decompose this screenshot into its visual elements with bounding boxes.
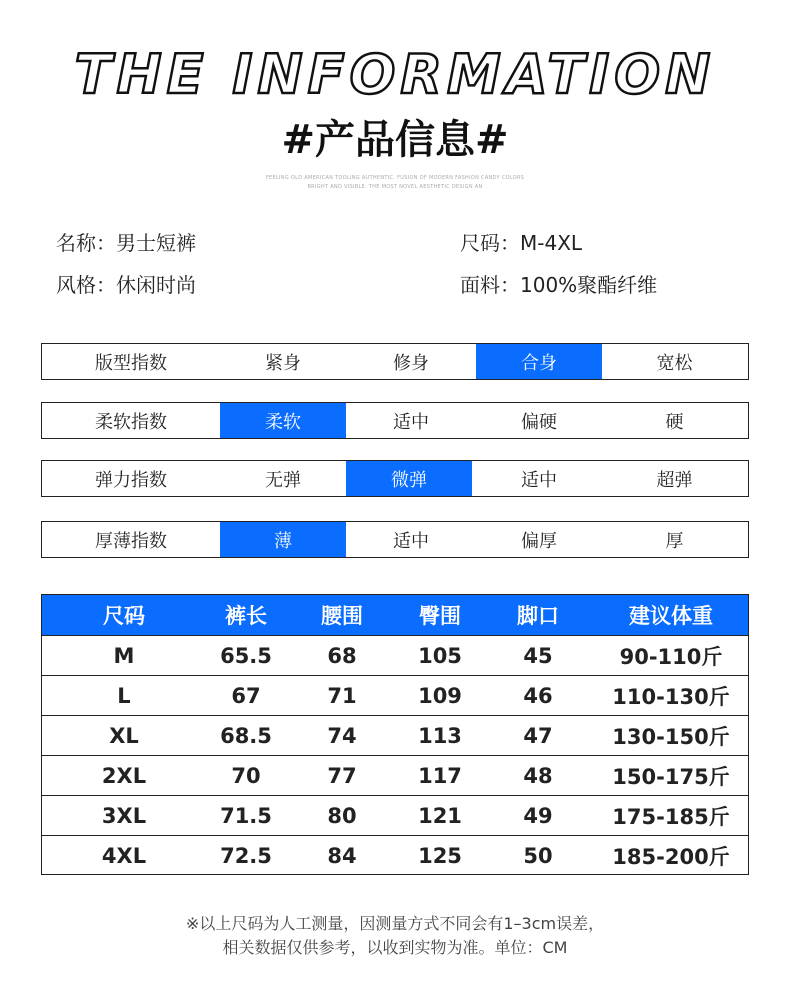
table-cell: 71.5	[220, 803, 272, 828]
rating-option-selected: 合身	[476, 344, 602, 379]
rating-elasticity	[41, 460, 749, 497]
info-size-label: 尺码：	[460, 231, 520, 255]
rating-option: 超弹	[656, 469, 693, 491]
table-cell: L	[117, 683, 131, 708]
rating-softness	[41, 402, 749, 439]
table-row	[42, 755, 748, 795]
tagline-line-1: FEELING OLD AMERICAN TOOLING AUTHENTIC. FUSION OF MODERN FASHION CANDY COLORS	[265, 175, 525, 181]
table-cell: 45	[523, 643, 553, 668]
rating-option: 紧身	[265, 352, 301, 374]
table-cell: 48	[523, 763, 553, 788]
rating-option: 硬	[665, 411, 684, 433]
info-fabric-label: 面料：	[460, 273, 520, 297]
table-cell: 110-130斤	[612, 684, 730, 709]
rating-option-selected: 薄	[220, 522, 346, 557]
tagline-line-2: BRIGHT AND VISIBLE. THE MOST NOVEL AESTHETIC DESIGN AN	[307, 184, 483, 190]
table-cell: 70	[231, 763, 261, 788]
table-cell: 84	[327, 843, 357, 868]
rating-option: 无弹	[265, 469, 301, 491]
table-cell: 68.5	[220, 723, 272, 748]
column-header: 尺码	[103, 604, 145, 628]
table-cell: 90-110斤	[619, 644, 723, 669]
table-cell: 121	[418, 803, 462, 828]
table-cell: 46	[523, 683, 553, 708]
table-cell: 175-185斤	[612, 804, 730, 829]
footnote-line-1: ※以上尺码为人工测量，因测量方式不同会有1–3cm误差，	[185, 914, 605, 933]
table-row	[42, 675, 748, 715]
info-name	[56, 229, 196, 257]
info-style	[56, 271, 196, 299]
info-style-value: 休闲时尚	[116, 273, 196, 297]
table-cell: 77	[327, 763, 357, 788]
footnote-line-2: 相关数据仅供参考，以收到实物为准。单位：CM	[222, 938, 568, 957]
column-header: 脚口	[517, 604, 559, 628]
rating-option: 宽松	[656, 352, 693, 374]
table-cell: 109	[418, 683, 462, 708]
rating-option: 修身	[393, 352, 429, 374]
table-cell: 49	[523, 803, 553, 828]
table-cell: 113	[418, 723, 462, 748]
info-name-label: 名称：	[56, 231, 116, 255]
rating-option: 适中	[393, 411, 429, 433]
rating-option: 适中	[393, 530, 429, 552]
table-cell: 185-200斤	[612, 844, 730, 869]
table-cell: 125	[418, 843, 462, 868]
size-table	[41, 594, 749, 875]
info-fabric-value: 100%聚酯纤维	[520, 273, 658, 297]
table-row	[42, 715, 748, 755]
rating-option: 偏厚	[521, 530, 557, 552]
hero-title: THE INFORMATION	[74, 43, 716, 106]
table-cell: 4XL	[101, 843, 147, 868]
table-cell: 130-150斤	[612, 724, 730, 749]
table-cell: 117	[418, 763, 462, 788]
rating-label: 厚薄指数	[95, 530, 167, 552]
table-cell: 72.5	[220, 843, 272, 868]
table-row	[42, 795, 748, 835]
column-header: 建议体重	[629, 604, 713, 628]
info-style-label: 风格：	[56, 273, 116, 297]
tagline	[0, 174, 790, 192]
table-header	[42, 595, 748, 635]
table-cell: XL	[109, 723, 139, 748]
table-cell: 65.5	[220, 643, 272, 668]
rating-label: 版型指数	[95, 352, 167, 374]
rating-label: 柔软指数	[95, 411, 167, 433]
table-cell: 47	[523, 723, 553, 748]
rating-thickness	[41, 521, 749, 558]
table-cell: M	[113, 643, 135, 668]
column-header: 腰围	[321, 604, 363, 628]
rating-label: 弹力指数	[95, 469, 167, 491]
rating-option-selected: 微弹	[346, 461, 472, 496]
rating-option: 适中	[521, 469, 557, 491]
rating-fit	[41, 343, 749, 380]
rating-option: 偏硬	[521, 411, 557, 433]
rating-option-selected: 柔软	[220, 403, 346, 438]
table-cell: 3XL	[101, 803, 147, 828]
table-cell: 50	[523, 843, 553, 868]
info-size-value: M-4XL	[520, 231, 583, 255]
info-size	[460, 229, 582, 257]
rating-option: 厚	[665, 530, 684, 552]
column-header: 裤长	[225, 604, 267, 628]
table-cell: 71	[327, 683, 357, 708]
table-row	[42, 835, 748, 875]
column-header: 臀围	[419, 604, 461, 628]
table-row	[42, 635, 748, 675]
info-name-value: 男士短裤	[116, 231, 196, 255]
table-cell: 80	[327, 803, 357, 828]
info-fabric	[460, 271, 657, 299]
table-cell: 68	[327, 643, 357, 668]
table-cell: 105	[418, 643, 462, 668]
table-cell: 150-175斤	[612, 764, 730, 789]
table-cell: 2XL	[101, 763, 147, 788]
table-cell: 67	[231, 683, 261, 708]
table-cell: 74	[327, 723, 357, 748]
page-subtitle: #产品信息#	[281, 117, 509, 163]
